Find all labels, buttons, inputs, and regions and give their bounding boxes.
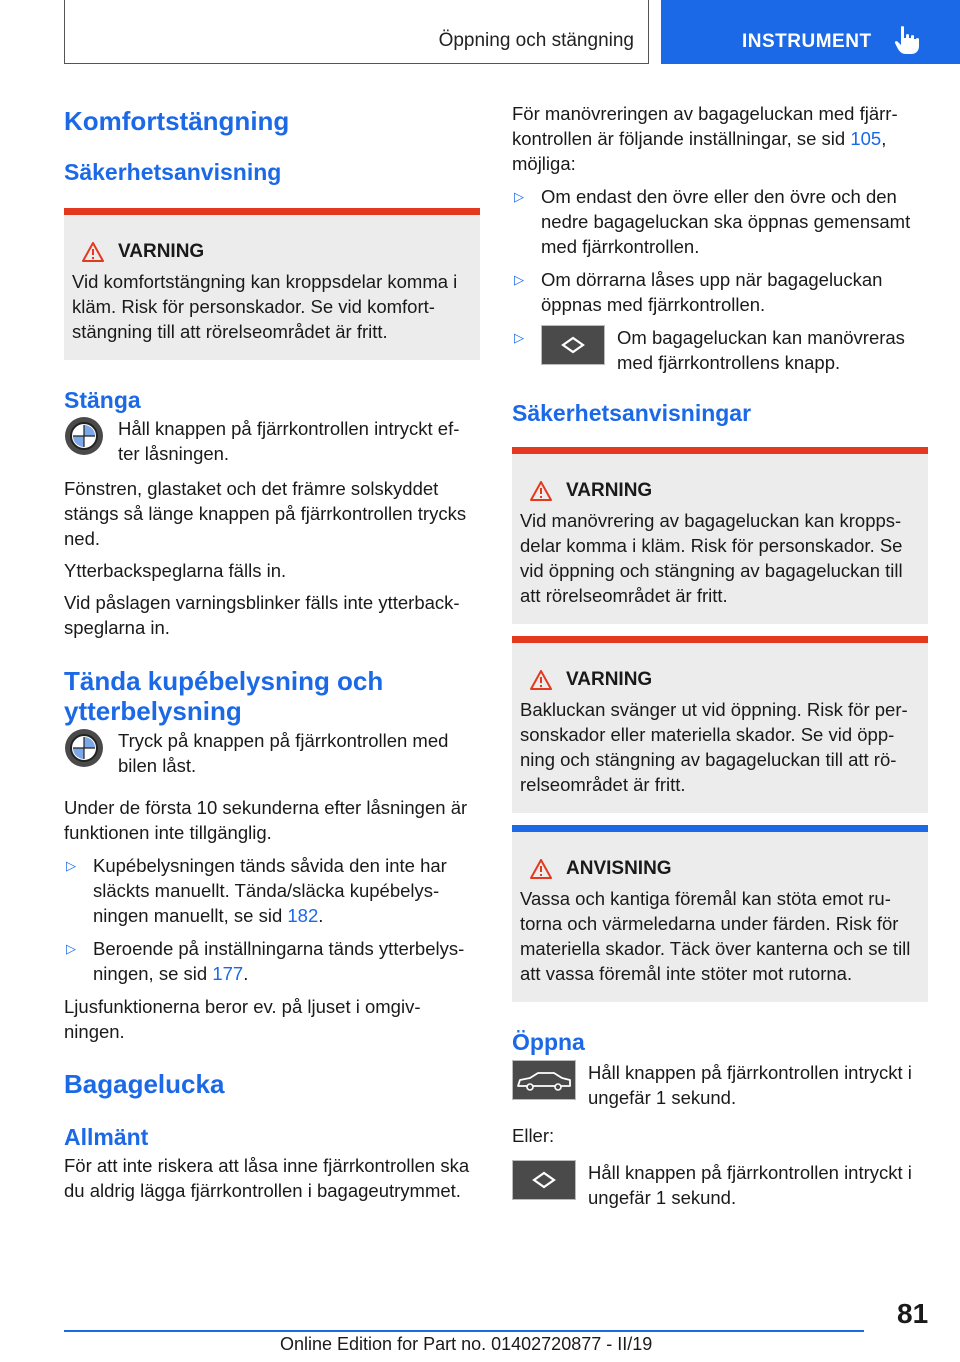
text-line: Fönstren, glastaket och det främre solskyddet	[64, 478, 439, 499]
instruction-text	[118, 416, 459, 466]
warning-triangle-icon	[530, 670, 552, 690]
warning-text	[520, 697, 920, 797]
instruction-stanga	[64, 416, 480, 466]
text-line: att vassa föremål inte stöter mot rutorna.	[520, 963, 853, 984]
heading-bagagelucka: Bagagelucka	[64, 1069, 225, 1099]
list-item	[512, 184, 928, 259]
notice-box	[512, 825, 928, 1002]
notice-text	[520, 886, 920, 986]
text-line: Tryck på knappen på fjärrkontrollen med	[118, 730, 449, 751]
list-item-text	[541, 184, 928, 259]
warning-box	[512, 447, 928, 624]
warning-triangle-icon	[82, 242, 104, 262]
warning-title	[82, 239, 472, 265]
heading-stanga: Stänga	[64, 387, 141, 413]
text-line: ningen.	[64, 1021, 125, 1042]
list-item	[512, 325, 928, 375]
warning-title-text: VARNING	[566, 480, 653, 501]
text-line: Under de första 10 sekunderna efter låsningen är	[64, 797, 468, 818]
text-line: stängning till att rörelseområdet är fritt.	[72, 321, 388, 342]
text-line: kontrollen är följande inställningar, se sid 105,	[512, 128, 887, 149]
triangle-bullet-icon: ▷	[514, 272, 524, 287]
text-segment: ningen, se sid	[93, 963, 208, 984]
text-line: sonskador eller materiella skador. Se vid öpp-	[520, 724, 895, 745]
text-line: nedre bagageluckan ska öppnas gemensamt	[541, 211, 911, 232]
page-header	[0, 0, 960, 66]
text-line: ungefär 1 sekund.	[588, 1087, 737, 1108]
section-title: Öppning och stängning	[438, 30, 634, 51]
paragraph	[512, 101, 928, 176]
warning-text	[72, 269, 472, 344]
instruction-text	[118, 728, 448, 778]
warning-title	[530, 478, 920, 504]
heading-sakerhetsanvisningar: Säkerhetsanvisningar	[512, 400, 752, 426]
paragraph	[64, 1153, 480, 1203]
text-line: Kupébelysningen tänds såvida den inte har	[93, 855, 447, 876]
footer-divider	[64, 1330, 864, 1332]
text-line: vid öppning och stängning av bagageluckan till	[520, 560, 903, 581]
right-column	[512, 96, 928, 1210]
text-line: Om dörrarna låses upp när bagageluckan	[541, 269, 883, 290]
text-line: släckts manuellt. Tända/släcka kupébelys-	[93, 880, 440, 901]
heading-allmant: Allmänt	[64, 1124, 149, 1150]
text-line: speglarna in.	[64, 617, 170, 638]
instruction-oppna-alt	[512, 1160, 928, 1210]
text-line: Vid manövrering av bagageluckan kan kropps-	[520, 510, 902, 531]
text-line: Håll knappen på fjärrkontrollen intryckt i	[588, 1062, 912, 1083]
text-line: kläm. Risk för personskador. Se vid komfort-	[72, 296, 435, 317]
remote-key-trunk-button-icon	[541, 325, 605, 365]
paragraph: Ytterbackspeglarna fälls in.	[64, 560, 287, 581]
text-line: Håll knappen på fjärrkontrollen intryckt i	[588, 1162, 912, 1183]
list-item-text	[93, 936, 480, 986]
text-line: ter låsningen.	[118, 443, 230, 464]
paragraph	[64, 795, 480, 845]
triangle-bullet-icon: ▷	[66, 858, 76, 873]
list-item	[64, 853, 480, 928]
text-line: bilen låst.	[118, 755, 197, 776]
heading-sakerhetsanvisning: Säkerhetsanvisning	[64, 159, 282, 185]
list-item-text	[541, 325, 928, 375]
remote-key-trunk-button-icon	[512, 1160, 576, 1200]
text-line: Vassa och kantiga föremål kan stöta emot ru-	[520, 888, 891, 909]
paragraph	[64, 994, 480, 1044]
text-line: ytterbelysning	[64, 696, 242, 726]
triangle-bullet-icon: ▷	[514, 189, 524, 204]
page-reference-link[interactable]: 182	[287, 905, 319, 926]
text-line: stängs så länge knappen på fjärrkontrollen trycks	[64, 503, 467, 524]
text-line: med fjärrkontrollens knapp.	[617, 352, 841, 373]
remote-key-bmw-icon	[64, 416, 104, 456]
text-line: du aldrig lägga fjärrkontrollen i bagageutrymmet.	[64, 1180, 461, 1201]
instruction-text	[588, 1060, 912, 1110]
warning-text	[520, 508, 920, 608]
warning-title	[530, 667, 920, 693]
text-line: möjliga:	[512, 153, 576, 174]
text-line: Om endast den övre eller den övre och den	[541, 186, 897, 207]
text-line: För att inte riskera att låsa inne fjärrkontrollen ska	[64, 1155, 470, 1176]
text-line: att rörelseområdet är fritt.	[520, 585, 728, 606]
warning-title-text: VARNING	[118, 241, 205, 262]
chapter-tab[interactable]	[661, 0, 960, 64]
text-line: delar komma i kläm. Risk för personskador. Se	[520, 535, 903, 556]
heading-oppna: Öppna	[512, 1029, 585, 1055]
text-line: Håll knappen på fjärrkontrollen intryckt ef-	[118, 418, 460, 439]
remote-key-car-trunk-icon	[512, 1060, 576, 1100]
paragraph: Eller:	[512, 1125, 555, 1146]
text-line: Beroende på inställningarna tänds ytterbelys-	[93, 938, 465, 959]
text-segment: kontrollen är följande inställningar, se sid	[512, 128, 846, 149]
text-line: Ljusfunktionerna beror ev. på ljuset i omgiv-	[64, 996, 421, 1017]
page-reference-link[interactable]: 105	[850, 128, 882, 149]
section-title-box	[64, 0, 649, 64]
warning-triangle-icon	[530, 481, 552, 501]
text-line: ned.	[64, 528, 101, 549]
heading-komfortstangning: Komfortstängning	[64, 106, 290, 136]
notice-title-text: ANVISNING	[566, 858, 672, 879]
text-line: Vid påslagen varningsblinker fälls inte ytterback-	[64, 592, 460, 613]
notice-title	[530, 856, 920, 882]
notice-triangle-icon	[530, 859, 552, 879]
paragraph	[64, 476, 480, 551]
remote-key-bmw-icon	[64, 728, 104, 768]
list-item-text	[93, 853, 480, 928]
instruction-text	[588, 1160, 912, 1210]
text-line: torna och värmeledarna under färden. Risk för	[520, 913, 899, 934]
text-segment: ningen manuellt, se sid	[93, 905, 283, 926]
text-line: ungefär 1 sekund.	[588, 1187, 737, 1208]
heading-tanda-kupebelysning	[64, 666, 480, 726]
warning-box	[512, 636, 928, 813]
paragraph	[64, 590, 480, 640]
list-item	[64, 936, 480, 986]
text-line: Om bagageluckan kan manövreras	[617, 327, 905, 348]
instruction-oppna	[512, 1060, 928, 1110]
text-line: funktionen inte tillgänglig.	[64, 822, 272, 843]
text-line: ning och stängning av bagageluckan till att rö-	[520, 749, 897, 770]
text-line: Vid komfortstängning kan kroppsdelar komma i	[72, 271, 458, 292]
chapter-tab-label: INSTRUMENT	[742, 31, 872, 52]
warning-box	[64, 208, 480, 360]
page-number: 81	[897, 1298, 929, 1329]
triangle-bullet-icon: ▷	[514, 330, 524, 345]
hand-pointer-icon	[894, 25, 920, 55]
list-item-text	[541, 267, 928, 317]
left-column	[64, 96, 480, 1203]
text-line: öppnas med fjärrkontrollen.	[541, 294, 766, 315]
text-line: materiella skador. Täck över kanterna och se till	[520, 938, 911, 959]
instruction-text	[617, 325, 905, 375]
text-line: relseområdet är fritt.	[520, 774, 686, 795]
list-item	[512, 267, 928, 317]
text-line: Tända kupébelysning och	[64, 666, 384, 696]
instruction-tanda	[64, 728, 480, 778]
warning-title-text: VARNING	[566, 669, 653, 690]
text-line: För manövreringen av bagageluckan med fjärr-	[512, 103, 898, 124]
page-reference-link[interactable]: 177	[212, 963, 244, 984]
triangle-bullet-icon: ▷	[66, 941, 76, 956]
text-line: ningen manuellt, se sid 182.	[93, 905, 324, 926]
text-line: ningen, se sid 177.	[93, 963, 249, 984]
footer-edition: Online Edition for Part no. 01402720877 - II/19	[280, 1334, 653, 1354]
text-line: med fjärrkontrollen.	[541, 236, 700, 257]
text-line: Bakluckan svänger ut vid öppning. Risk för per-	[520, 699, 908, 720]
